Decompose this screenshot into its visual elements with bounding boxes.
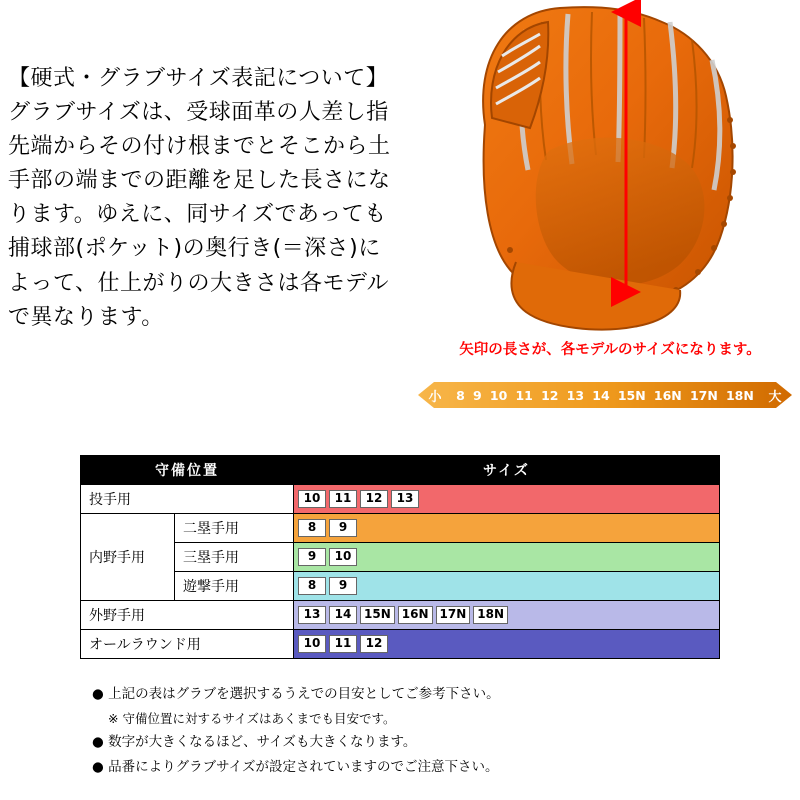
size-chip: 15N [360,606,395,624]
scale-tick: 11 [515,387,533,403]
header-size: サイズ [294,456,720,485]
size-chip: 13 [298,606,326,624]
row-label-outfield: 外野手用 [81,601,294,630]
row-sizes-third [294,543,720,572]
description-line: 【硬式・グラブサイズ表記について】 [8,66,389,91]
size-chip: 11 [329,635,357,653]
scale-tick: 12 [541,387,559,403]
description-line: 捕球部(ポケット)の奥行き(＝深さ)に [8,236,381,262]
size-chip: 9 [298,548,326,566]
size-chip: 8 [298,519,326,537]
row-sizes-shortstop [294,572,720,601]
scale-tick: 18N [725,387,754,403]
note-item: ● 数字が大きくなるほど、サイズも大きくなります。 [92,734,417,750]
size-chip: 10 [329,548,357,566]
table-row [81,572,720,601]
row-sizes-outfield [294,601,720,630]
scale-tick: 14 [592,387,610,403]
description-line: よって、仕上がりの大きさは各モデル [8,270,389,296]
size-chip: 10 [298,635,326,653]
size-chip: 12 [360,490,388,508]
scale-tick: 13 [566,387,585,403]
note-item: ● 品番によりグラブサイズが設定されていますのでご注意下さい。 [92,758,499,775]
row-sizes-pitcher [294,485,720,514]
size-chip: 8 [298,577,326,595]
size-chip: 13 [391,490,419,508]
row-sizes-second [294,514,720,543]
size-chip: 18N [473,606,508,624]
row-sizes-allround [294,630,720,659]
row-label-shortstop: 遊撃手用 [175,572,294,601]
scale-tick: 10 [489,387,508,403]
table-row [81,630,720,659]
size-chip: 14 [329,606,357,624]
note-sub-item: ※ 守備位置に対するサイズはあくまでも目安です。 [108,710,396,726]
size-chip: 9 [329,519,357,537]
size-chip: 11 [329,490,357,508]
description-line: 手部の端までの距離を足した長さにな [8,168,391,194]
table-header-row [81,456,720,485]
row-label-allround: オールラウンド用 [81,630,294,659]
scale-ticks [452,388,758,403]
description-line: で異なります。 [8,304,164,330]
header-position: 守備位置 [81,456,294,485]
size-chip: 9 [329,577,357,595]
scale-small-label: 小 [428,389,442,405]
size-position-table [80,455,720,659]
table-row [81,543,720,572]
size-chip: 10 [298,490,326,508]
scale-tick: 9 [472,387,482,403]
row-label-infield: 内野手用 [81,514,175,601]
table-row [81,485,720,514]
glove-photo-container [420,0,800,345]
description-line: ります。ゆえに、同サイズであっても [8,202,387,228]
scale-tick: 8 [456,387,465,403]
size-chip: 12 [360,635,388,653]
note-item: ● 上記の表はグラブを選択するうえでの目安としてご参考下さい。 [92,686,500,702]
scale-tick: 15N [617,387,646,403]
row-label-second: 二塁手用 [175,514,294,543]
row-label-third: 三塁手用 [175,543,294,572]
baseball-glove-photo [430,0,790,340]
size-chip: 16N [398,606,433,624]
scale-big-label: 大 [768,389,782,405]
table-row [81,514,720,543]
description-line: 先端からその付け根までとそこから土 [8,134,391,160]
description-line: グラブサイズは、受球面革の人差し指 [8,100,389,126]
table-row [81,601,720,630]
glove-pocket [536,138,705,285]
description-text [8,62,428,335]
size-chip: 17N [436,606,471,624]
scale-tick: 16N [653,387,682,403]
scale-tick: 17N [689,387,718,403]
arrow-caption: 矢印の長さが、各モデルのサイズになります。 [459,342,761,358]
row-label-pitcher: 投手用 [81,485,294,514]
size-scale-bar [418,380,792,410]
notes-list [92,688,752,785]
